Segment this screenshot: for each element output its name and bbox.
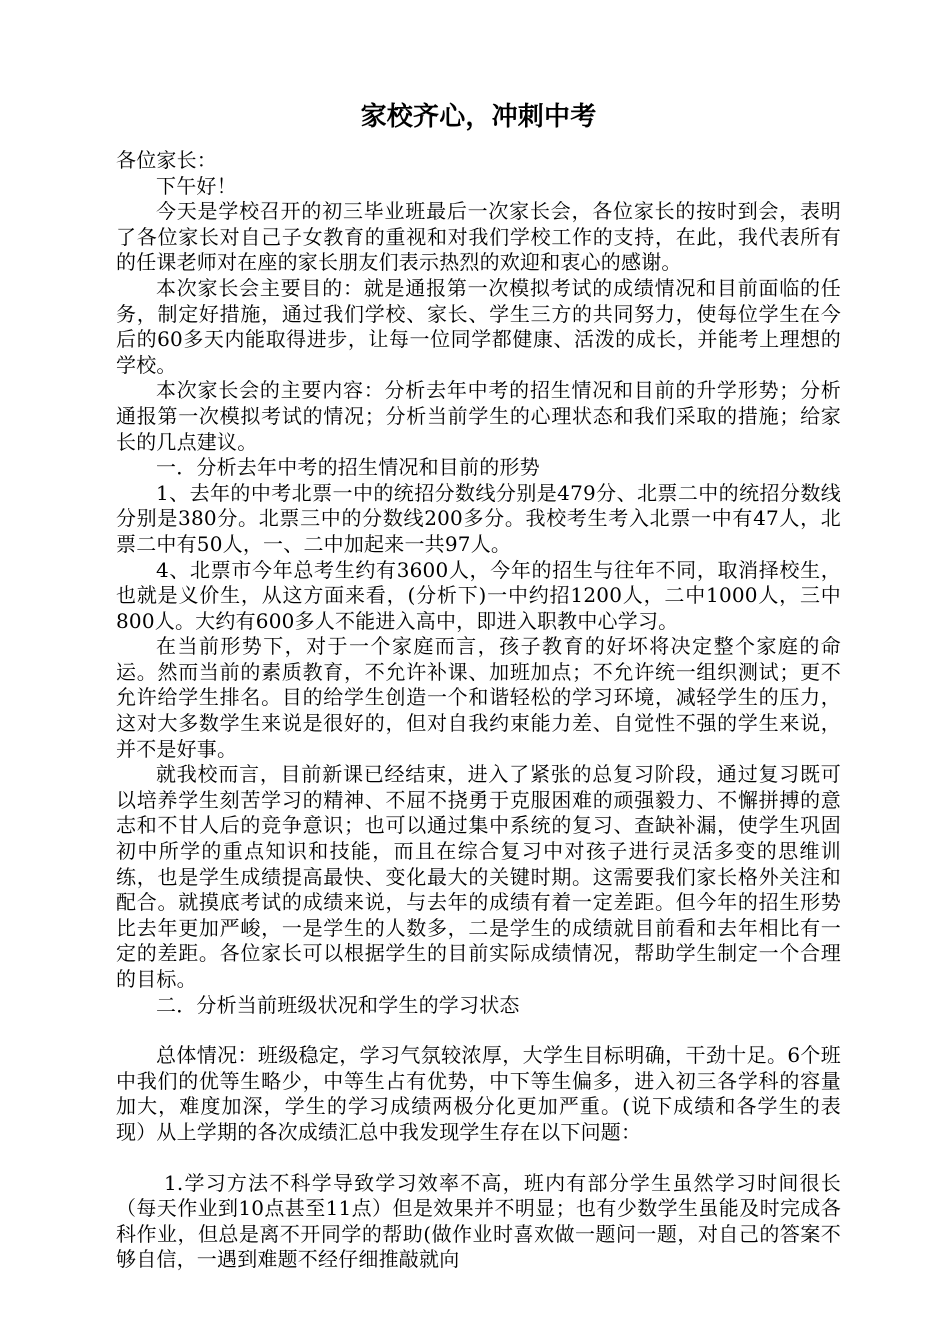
section-heading-2: 二．分析当前班级状况和学生的学习状态: [156, 992, 520, 1017]
paragraph-enrollment: 4、北票市今年总考生约有3600人，今年的招生与往年不同，取消择校生，也就是义价生，从这方面来看，(分析下)一中约招1200人，二中1000人，三中800人。大约有600多人不能进入高中，即进入职教中心学习。: [116, 557, 841, 633]
section-heading-1: 一．分析去年中考的招生情况和目前的形势: [156, 455, 540, 480]
paragraph-overall: 总体情况：班级稳定，学习气氛较浓厚，大学生目标明确，干劲十足。6个班中我们的优等生略少，中等生占有优势，中下等生偏多，进入初三各学科的容量加大，难度加深，学生的学习成绩两极分化更加严重。(说下成绩和各学生的表现）从上学期的各次成绩汇总中我发现学生存在以下问题：: [116, 1043, 841, 1144]
paragraph-content: 本次家长会的主要内容：分析去年中考的招生情况和目前的升学形势；分析通报第一次模拟考试的情况；分析当前学生的心理状态和我们采取的措施；给家长的几点建议。: [116, 378, 841, 454]
paragraph-last-year-scores: 1、去年的中考北票一中的统招分数线分别是479分、北票二中的统招分数线分别是380分。北票三中的分数线200多分。我校考生考入北票一中有47人，北票二中有50人，一、二中加起来一共97人。: [116, 480, 841, 556]
paragraph-review-stage: 就我校而言，目前新课已经结束，进入了紧张的总复习阶段，通过复习既可以培养学生刻苦学习的精神、不屈不挠勇于克服困难的顽强毅力、不懈拼搏的意志和不甘人后的竞争意识；也可以通过集中系统的复习、查缺补漏，使学生巩固初中所学的重点知识和技能，而且在综合复习中对孩子进行灵活多变的思维训练，也是学生成绩提高最快、变化最大的关键时期。这需要我们家长格外关注和配合。就摸底考试的成绩来说，与去年的成绩有着一定差距。但今年的招生形势比去年更加严峻，一是学生的人数多，二是学生的成绩就目前看和去年相比有一定的差距。各位家长可以根据学生的目前实际成绩情况，帮助学生制定一个合理的目标。: [116, 762, 841, 991]
paragraph-current-situation: 在当前形势下，对于一个家庭而言，孩子教育的好坏将决定整个家庭的命运。然而当前的素质教育，不允许补课、加班加点；不允许统一组织测试；更不允许给学生排名。目的给学生创造一个和谐轻松的学习环境，减轻学生的压力，这对大多数学生来说是很好的，但对自我约束能力差、自觉性不强的学生来说，并不是好事。: [116, 634, 841, 761]
paragraph-welcome: 今天是学校召开的初三毕业班最后一次家长会，各位家长的按时到会，表明了各位家长对自己子女教育的重视和对我们学校工作的支持，在此，我代表所有的任课老师对在座的家长朋友们表示热烈的欢迎和衷心的感谢。: [116, 199, 841, 275]
document-page: [116, 100, 841, 1273]
paragraph-purpose: 本次家长会主要目的：就是通报第一次模拟考试的成绩情况和目前面临的任务，制定好措施，通过我们学校、家长、学生三方的共同努力，使每位学生在今后的60多天内能取得进步，让每一位同学都健康、活泼的成长，并能考上理想的学校。: [116, 275, 841, 377]
document-title: 家校齐心，冲刺中考: [360, 102, 597, 132]
paragraph-problem-1: 1.学习方法不科学导致学习效率不高，班内有部分学生虽然学习时间很长（每天作业到10点甚至11点）但是效果并不明显；也有少数学生虽能及时完成各科作业，但总是离不开同学的帮助(做作业时喜欢做一题问一题，对自己的答案不够自信，一遇到难题不经仔细推敲就向: [116, 1170, 841, 1272]
greeting: 下午好！: [156, 173, 237, 198]
salutation: 各位家长：: [116, 148, 217, 172]
